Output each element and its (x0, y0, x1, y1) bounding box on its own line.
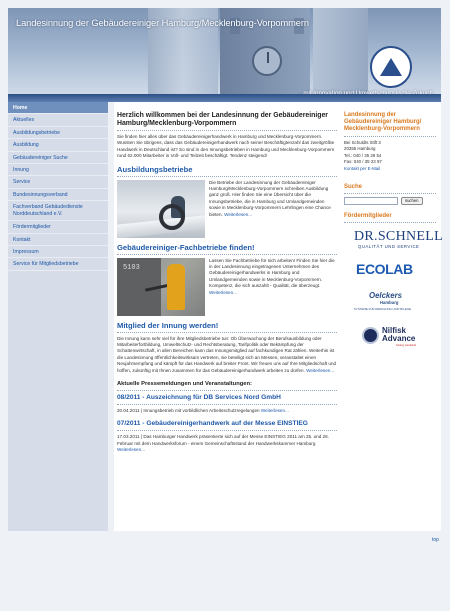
oelckers-subtitle: SYSTEME FÜR REINIGUNG UND PFLEGE (354, 307, 412, 312)
mitglied-heading[interactable]: Mitglied der Innung werden! (117, 320, 219, 330)
divider (117, 254, 337, 255)
nav-item-service-mitgliedsbetriebe[interactable]: Service für Mitgliedsbetriebe (8, 258, 108, 270)
ausbildung-body: Die Betriebe der Landesinnung der Gebäudereiniger Hamburg/Mecklenburg-Vorpommern schreiben Ausbildung ganz groß. Hier finden Sie eine Übersicht über die Innungsbetriebe, die in Hamburg und Umlandgemeinden sowie in Mecklenburg-Vorpommern Lehrlingen eine Chance bieten. (209, 179, 331, 217)
mitglied-text (117, 336, 337, 374)
dr-schnell-logo-text: DR.SCHNELL (354, 229, 443, 245)
fachbetriebe-body: Lassen Sie Fachbetriebe für sich arbeiten! Finden Sie hier die in der Landesinnung eingetragenen Unternehmen des Gebäudereinigerhandwerks in Hamburg und Umlandgemeinden sowie in Mecklenburg-Vorpommern. Kompetenz, die sich auszahlt - Qualität, die überzeugt. (209, 257, 335, 289)
mitglied-more-link[interactable]: Weiterlesen... (306, 367, 335, 373)
address-heading: Landesinnung der Gebäudereiniger Hamburg/ Mecklenburg-Vorpommern (344, 112, 422, 133)
ausbildung-text (209, 180, 337, 238)
sponsor-oelckers[interactable] (344, 291, 436, 319)
press-item-text (117, 408, 337, 414)
press-item-title[interactable]: 08/2011 - Auszeichnung für DB Services Nord GmbH (117, 394, 281, 402)
plane-wheel (159, 204, 185, 230)
right-column (344, 112, 443, 351)
ausbildung-image[interactable] (117, 180, 205, 238)
press-item-more-link[interactable]: Weiterlesen... (260, 408, 289, 414)
nav-item-home[interactable]: Home (8, 102, 108, 114)
press-item-body: 17.03.2011 | Das Hamburger Handwerk präsentierte sich auf der Messe EINSTIEG 2011 am 25. und 26. Februar mit dem Handwerksforum - einem Gemeinschaftsstand der Handwerkskammer Hamburg (117, 434, 329, 446)
nav-item-gebaeudereiniger-suche[interactable]: Gebäudereiniger Suche (8, 152, 108, 164)
divider (117, 176, 337, 177)
nilfisk-subtitle: Setting standards (396, 344, 417, 348)
divider (117, 390, 337, 391)
dr-schnell-subtitle: QUALITÄT UND SERVICE (358, 244, 420, 250)
fachbetriebe-more-link[interactable]: Weiterlesen... (209, 289, 237, 295)
logo-house-icon (380, 58, 402, 76)
divider (117, 130, 337, 131)
main-content (117, 112, 337, 454)
sponsor-nilfisk[interactable] (344, 323, 436, 351)
contact-email-link[interactable]: Kontakt per E-Mail (344, 165, 381, 171)
wall-text: 5103 (123, 263, 140, 272)
ausbildung-section (117, 180, 337, 238)
nav-item-bundesinnungsverband[interactable]: Bundesinnungsverband (8, 189, 108, 201)
divider (344, 222, 436, 223)
search-button[interactable]: suchen (401, 197, 423, 205)
address-tel: Tel.: 040 / 35 29 54 (344, 152, 382, 158)
nilfisk-name: Nilfisk (382, 326, 407, 336)
fachbetriebe-heading[interactable]: Gebäudereiniger-Fachbetriebe finden! (117, 242, 255, 252)
sidebar-nav (8, 102, 108, 531)
fachbetriebe-section (117, 258, 337, 316)
sponsor-dr-schnell[interactable] (344, 227, 443, 255)
welcome-text: Sie finden hier alles über das Gebäudereinigerhandwerk in Hamburg und Mecklenburg-Vorpommern. Wussten Sie übrigens, dass das Gebäudereinigerhandwerk nach seiner Beschäftigtenzahl das zweitgrößte Handwerk in Deutschland ist? So sind in den Innungsbetrieben in Hamburg und Mecklenburg-Vorpommern rund 62.000 Mitarbeiter in Voll- und Teilzeit beschäftigt. Tendenz steigend! (117, 134, 335, 159)
press-item-title[interactable]: 07/2011 - Gebäudereinigerhandwerk auf der Messe EINSTIEG (117, 420, 308, 428)
nav-item-innung[interactable]: Innung (8, 164, 108, 176)
press-item-more-link[interactable]: Weiterlesen... (117, 447, 145, 453)
nilfisk-logo-icon (362, 327, 379, 344)
divider (344, 193, 436, 194)
nav-item-aktuelles[interactable]: Aktuelles (8, 114, 108, 126)
clock-icon (252, 46, 282, 76)
search-input[interactable] (344, 197, 398, 205)
ausbildung-more-link[interactable]: Weiterlesen... (224, 211, 253, 217)
back-to-top-link[interactable]: top (432, 537, 439, 543)
address-city: 20355 Hamburg (344, 146, 376, 152)
search-row (344, 197, 436, 205)
nav-item-foerdermitglieder[interactable]: Fördermitglieder (8, 221, 108, 233)
column-divider (108, 102, 114, 531)
search-heading: Suche (344, 183, 363, 190)
site-title[interactable]: Landesinnung der Gebäudereiniger Hamburg/Mecklenburg-Vorpommern (16, 18, 309, 28)
nav-item-impressum[interactable]: Impressum (8, 246, 108, 258)
oelckers-logo-text: Oelckers (369, 291, 402, 301)
sponsor-ecolab[interactable] (344, 259, 436, 287)
mitglied-body: Die Innung kann sehr viel für ihre Mitgliedsbetriebe tun: Ob Überwachung der Berufsausbildung oder Mitarbeiterfortbildung, Umweltschutz- und Rechtsberatung, Tarifpolitik oder Bekämpfung der Schattenwirtschaft, in allen Bereichen kann das Innungsmitglied auf fachkundigen Rat zählen. Weiterhin ist die Landesinnung öffentlichkeitswirksam vertreten, sie beteiligt sich an Messen, veranstaltet einen Neujahrsempfang und kämpft für das Handwerk auf breiter Front. Wir freuen uns auf Ihre Mitgliedschaft und hoffen, zukünftig mit Ihnen zusammen für das Gebäudereinigerhandwerk arbeiten zu dürfen. (117, 335, 337, 373)
nav-item-kontakt[interactable]: Kontakt (8, 234, 108, 246)
header-bar (8, 94, 441, 102)
nav-item-ausbildungsbetriebe[interactable]: Ausbildungsbetriebe (8, 127, 108, 139)
divider (117, 404, 337, 405)
innung-logo[interactable] (370, 46, 412, 88)
header-banner (8, 8, 441, 94)
nilfisk-name-advance: Advance (382, 334, 416, 344)
divider (117, 430, 337, 431)
ausbildung-heading[interactable]: Ausbildungsbetriebe (117, 164, 193, 174)
divider (117, 332, 337, 333)
address-street: Bei Schuldts Stift 3 (344, 139, 381, 145)
nav-item-ausbildung[interactable]: Ausbildung (8, 139, 108, 151)
tagline: ...mit Innovation und Umweltschutz in die Zukunft (298, 90, 433, 94)
fachbetriebe-text (209, 258, 337, 316)
address-fax: Fax: 040 / 35 23 97 (344, 159, 382, 165)
members-heading: Fördermitglieder (344, 212, 392, 219)
ecolab-logo-text: ECOLAB (356, 261, 413, 278)
fachbetriebe-image[interactable] (117, 258, 205, 316)
nav-item-fachverband[interactable]: Fachverband Gebäudedienste Norddeutschland e.V. (8, 201, 108, 221)
divider (344, 136, 436, 137)
oelckers-city: Hamburg (380, 300, 399, 306)
press-heading: Aktuelle Pressemeldungen und Veranstaltungen: (117, 381, 252, 388)
worker-figure (167, 264, 185, 310)
welcome-heading: Herzlich willkommen bei der Landesinnung der Gebäudereiniger Hamburg/Mecklenburg-Vorpommern (117, 112, 328, 127)
nav-item-service[interactable]: Service (8, 176, 108, 188)
press-item-text (117, 434, 337, 453)
page-container (8, 8, 441, 531)
banner-building (313, 8, 368, 94)
press-item-body: 20.04.2011 | Innungsbetrieb mit vorbildlichen Arbeitsschutzregelungen (117, 408, 260, 414)
